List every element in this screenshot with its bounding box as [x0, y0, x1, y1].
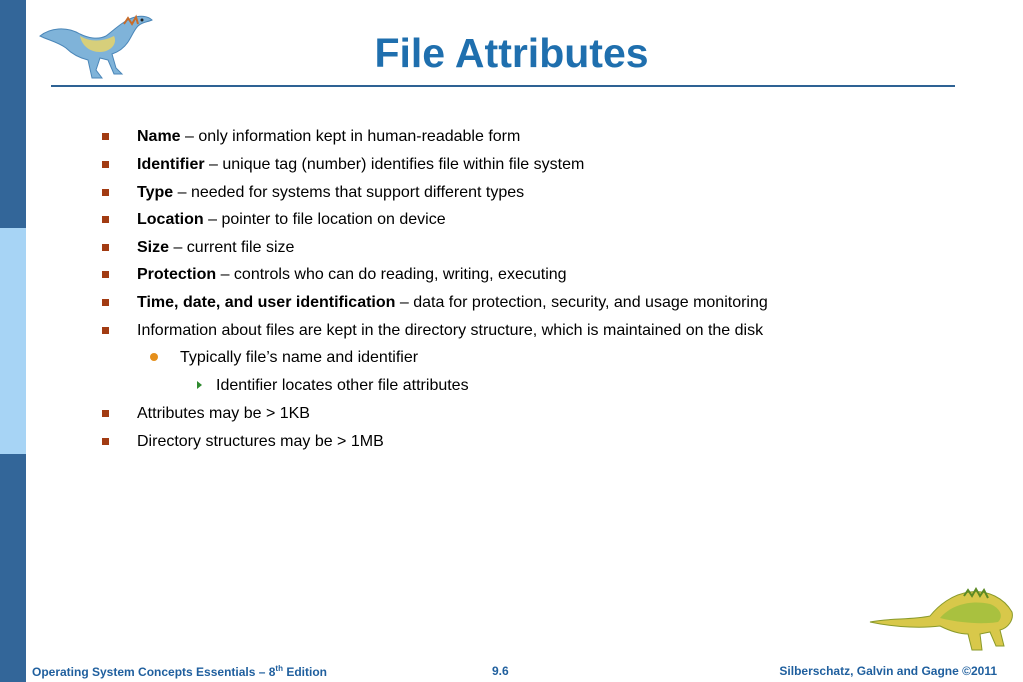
bullet-text: Typically file’s name and identifier: [180, 349, 419, 366]
footer-course-suffix: Edition: [282, 665, 327, 679]
square-bullet-icon: [102, 161, 109, 168]
footer-page-number: 9.6: [492, 664, 509, 678]
square-bullet-icon: [102, 216, 109, 223]
title-divider: [51, 85, 955, 87]
bullet-text: – data for protection, security, and usage monitoring: [395, 294, 768, 311]
square-bullet-icon: [102, 327, 109, 334]
bullet-text: Attributes may be > 1KB: [137, 405, 310, 422]
bullet-term: Type: [137, 184, 174, 201]
bullet-term: Protection: [137, 266, 217, 283]
bullet-term: Name: [137, 128, 181, 145]
bullet-text: – needed for systems that support different types: [173, 184, 525, 201]
circle-bullet-icon: [150, 353, 158, 361]
square-bullet-icon: [102, 189, 109, 196]
square-bullet-icon: [102, 244, 109, 251]
bullet-text: – unique tag (number) identifies file within file system: [204, 156, 585, 173]
bullet-text: – controls who can do reading, writing, executing: [216, 266, 567, 283]
bullet-term: Size: [137, 239, 170, 256]
bullet-text: – pointer to file location on device: [203, 211, 446, 228]
bullet-text: Directory structures may be > 1MB: [137, 433, 384, 450]
bullet-text: – only information kept in human-readable form: [180, 128, 521, 145]
bullet-text: Information about files are kept in the directory structure, which is maintained on the disk: [137, 322, 764, 339]
footer-course-title: [32, 664, 327, 679]
bullet-term: Location: [137, 211, 204, 228]
dinosaur-icon: [868, 584, 1016, 656]
side-bar-segment-bottom: [0, 454, 26, 682]
footer-authors: Silberschatz, Galvin and Gagne ©2011: [779, 664, 997, 678]
square-bullet-icon: [102, 438, 109, 445]
side-bar-segment-middle: [0, 228, 26, 454]
square-bullet-icon: [102, 299, 109, 306]
arrow-bullet-icon: [197, 381, 202, 389]
square-bullet-icon: [102, 410, 109, 417]
bullet-term: Time, date, and user identification: [137, 294, 396, 311]
bullet-text: Identifier locates other file attributes: [216, 377, 469, 394]
bullet-term: Identifier: [137, 156, 205, 173]
footer-course-sup: th: [275, 664, 283, 673]
square-bullet-icon: [102, 271, 109, 278]
footer-course-prefix: Operating System Concepts Essentials – 8: [32, 665, 276, 679]
page-title: File Attributes: [374, 30, 649, 76]
square-bullet-icon: [102, 133, 109, 140]
bullet-text: – current file size: [169, 239, 295, 256]
side-bar: [0, 0, 26, 682]
